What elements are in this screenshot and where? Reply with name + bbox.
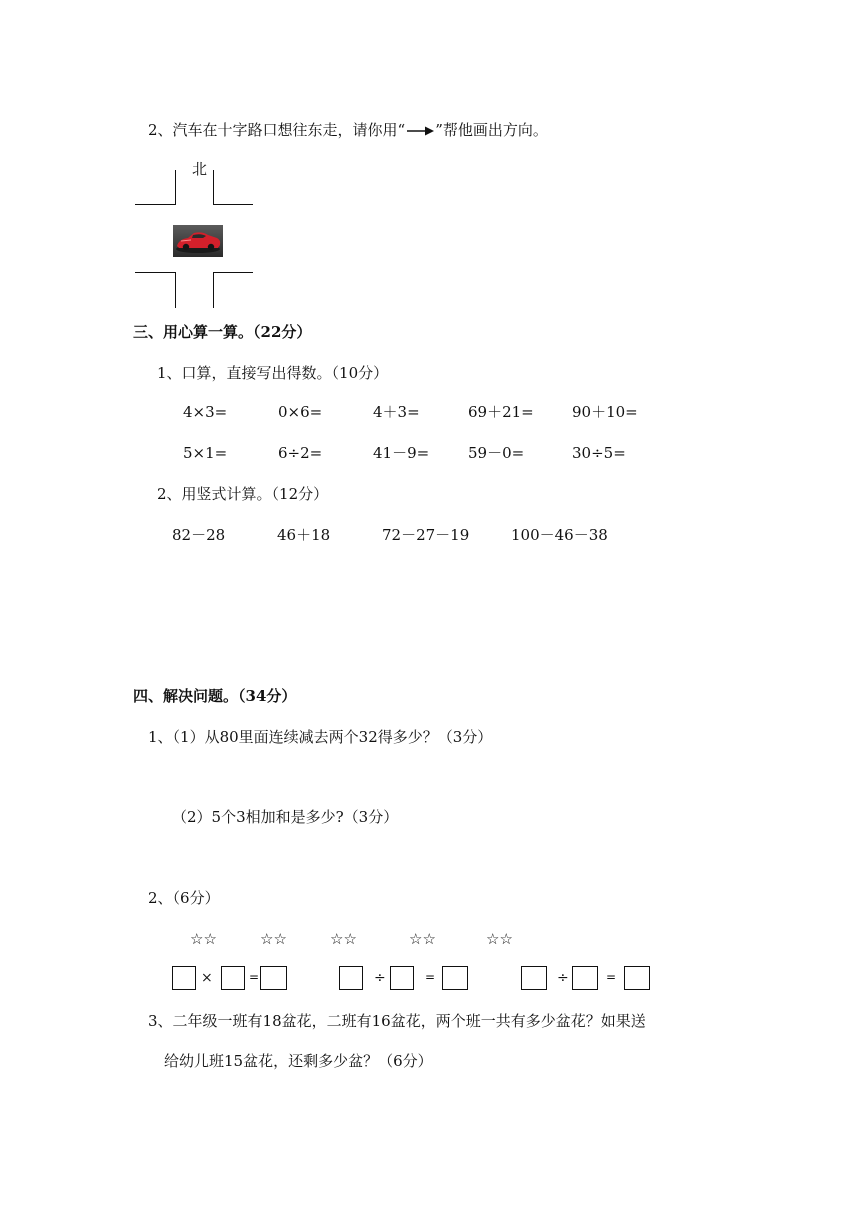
oral-problem: 6÷2= xyxy=(278,444,323,462)
section4-q1b: （2）5个3相加和是多少?（3分） xyxy=(172,808,399,826)
oral-problem: 4＋3= xyxy=(373,403,420,421)
q2-text-after: ”帮他画出方向。 xyxy=(435,121,548,139)
star-group: ☆☆ xyxy=(486,930,513,948)
oral-problem: 90＋10= xyxy=(572,403,638,421)
answer-box[interactable] xyxy=(624,966,650,990)
q2-text-before: 2、汽车在十字路口想往东走，请你用“ xyxy=(148,121,406,139)
equals-sign: = xyxy=(606,970,617,984)
oral-problem: 59－0= xyxy=(468,444,525,462)
vertical-problem: 46＋18 xyxy=(277,526,331,544)
oral-problem: 69＋21= xyxy=(468,403,534,421)
road-line xyxy=(213,272,214,308)
equals-sign: = xyxy=(425,970,436,984)
divide-sign: ÷ xyxy=(557,970,569,986)
divide-sign: ÷ xyxy=(374,970,386,986)
answer-box[interactable] xyxy=(339,966,363,990)
section4-q3-line2: 给幼儿班15盆花，还剩多少盆？（6分） xyxy=(164,1052,433,1070)
section4-q3-line1: 3、二年级一班有18盆花，二班有16盆花，两个班一共有多少盆花？如果送 xyxy=(148,1012,646,1030)
road-line xyxy=(213,272,253,273)
multiply-sign: × xyxy=(201,970,213,986)
section4-heading: 四、解决问题。（34分） xyxy=(133,687,297,705)
vertical-problem: 100－46－38 xyxy=(511,526,608,544)
answer-box[interactable] xyxy=(221,966,245,990)
q2-text xyxy=(148,123,548,138)
section3-q1-title: 1、口算，直接写出得数。（10分） xyxy=(157,364,389,382)
answer-box[interactable] xyxy=(521,966,547,990)
right-arrow-icon xyxy=(405,125,435,137)
equals-sign: = xyxy=(249,970,260,984)
star-group: ☆☆ xyxy=(260,930,287,948)
answer-box[interactable] xyxy=(260,966,287,990)
oral-problem: 4×3= xyxy=(183,403,228,421)
section3-heading: 三、用心算一算。（22分） xyxy=(133,323,312,341)
star-group: ☆☆ xyxy=(330,930,357,948)
oral-problem: 30÷5= xyxy=(572,444,626,462)
oral-problem: 5×1= xyxy=(183,444,228,462)
road-line xyxy=(175,170,176,205)
oral-problem: 0×6= xyxy=(278,403,323,421)
star-group: ☆☆ xyxy=(190,930,217,948)
road-line xyxy=(213,170,214,205)
north-label: 北 xyxy=(192,160,208,178)
answer-box[interactable] xyxy=(572,966,598,990)
road-line xyxy=(175,272,176,308)
section3-q2-title: 2、用竖式计算。（12分） xyxy=(157,485,329,503)
section4-q2-title: 2、（6分） xyxy=(148,889,220,907)
vertical-problem: 72－27－19 xyxy=(382,526,470,544)
road-line xyxy=(135,204,176,205)
answer-box[interactable] xyxy=(390,966,414,990)
star-group: ☆☆ xyxy=(409,930,436,948)
road-line xyxy=(213,204,253,205)
vertical-problem: 82－28 xyxy=(172,526,226,544)
answer-box[interactable] xyxy=(172,966,196,990)
oral-problem: 41－9= xyxy=(373,444,430,462)
road-line xyxy=(135,272,176,273)
answer-box[interactable] xyxy=(442,966,468,990)
red-car-image xyxy=(173,225,223,257)
section4-q1a: 1、（1）从80里面连续减去两个32得多少？（3分） xyxy=(148,728,493,746)
